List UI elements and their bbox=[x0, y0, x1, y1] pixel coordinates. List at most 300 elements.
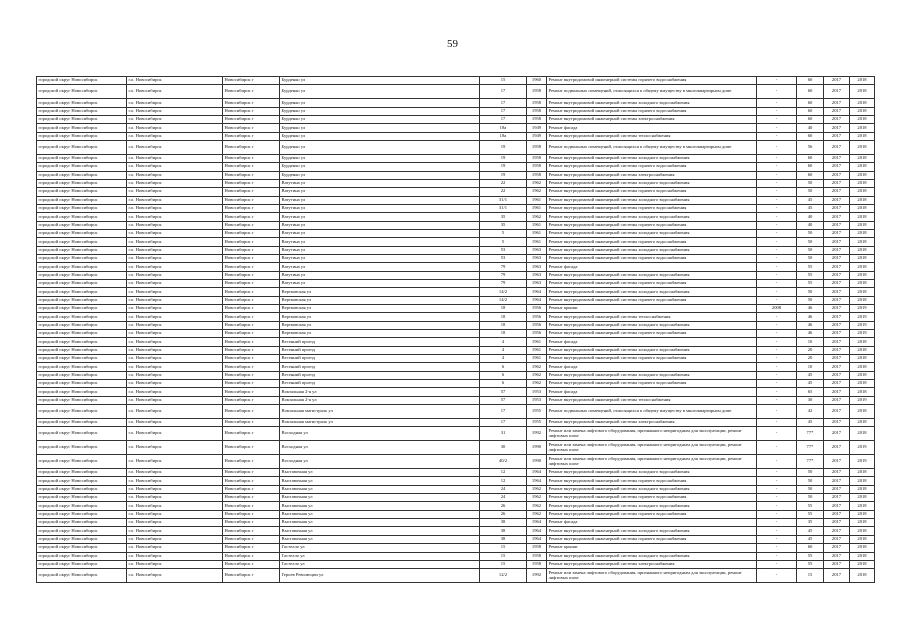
plan-start-year-cell: 2017 bbox=[824, 544, 850, 552]
plan-start-year-cell: 2017 bbox=[824, 371, 850, 379]
last-repair-year-cell: - bbox=[757, 263, 797, 271]
table-row bbox=[37, 363, 875, 371]
plan-start-year-cell: 2017 bbox=[824, 305, 850, 313]
plan-start-year-cell: 2017 bbox=[824, 263, 850, 271]
work-type-cell: Ремонт или замена лифтового оборудования, признанного непригодным для эксплуатации, ремонт лифтовых шахт bbox=[547, 455, 757, 469]
work-type-cell: Ремонт внутридомовой инженерной системы холодного водоснабжения bbox=[547, 246, 757, 254]
table-row bbox=[37, 188, 875, 196]
plan-start-year-cell: 2017 bbox=[824, 132, 850, 140]
work-type-cell: Ремонт внутридомовой инженерной системы горячего водоснабжения bbox=[547, 204, 757, 212]
build-year-cell: 1958 bbox=[527, 544, 547, 552]
work-type-cell: Ремонт внутридомовой инженерной системы горячего водоснабжения bbox=[547, 380, 757, 388]
house-number-cell: 15 bbox=[480, 560, 527, 568]
table-row bbox=[37, 99, 875, 107]
count-cell: 45 bbox=[797, 204, 824, 212]
district-cell: городской округ Новосибирск bbox=[37, 477, 127, 485]
city-cell: Новосибирск г bbox=[223, 469, 280, 477]
city-cell: Новосибирск г bbox=[223, 179, 280, 187]
plan-end-year-cell: 2018 bbox=[850, 188, 875, 196]
street-cell: Бурденко ул bbox=[280, 171, 480, 179]
settlement-cell: г.о. Новосибирск bbox=[127, 254, 223, 262]
work-type-cell: Ремонт внутридомовой инженерной системы горячего водоснабжения bbox=[547, 296, 757, 304]
table-row bbox=[37, 519, 875, 527]
table-row bbox=[37, 477, 875, 485]
settlement-cell: г.о. Новосибирск bbox=[127, 132, 223, 140]
last-repair-year-cell: - bbox=[757, 213, 797, 221]
house-number-cell: 57 bbox=[480, 388, 527, 396]
district-cell: городской округ Новосибирск bbox=[37, 363, 127, 371]
street-cell: Гастелло ул bbox=[280, 552, 480, 560]
plan-end-year-cell: 2018 bbox=[850, 519, 875, 527]
plan-end-year-cell: 2018 bbox=[850, 494, 875, 502]
table-row bbox=[37, 246, 875, 254]
build-year-cell: 1962 bbox=[527, 485, 547, 493]
build-year-cell: 1958 bbox=[527, 171, 547, 179]
table-row bbox=[37, 288, 875, 296]
street-cell: Героев Революции ул bbox=[280, 569, 480, 583]
city-cell: Новосибирск г bbox=[223, 221, 280, 229]
work-type-cell: Ремонт фасада bbox=[547, 338, 757, 346]
plan-start-year-cell: 2017 bbox=[824, 560, 850, 568]
settlement-cell: г.о. Новосибирск bbox=[127, 85, 223, 99]
table-row bbox=[37, 455, 875, 469]
count-cell: 55 bbox=[797, 560, 824, 568]
settlement-cell: г.о. Новосибирск bbox=[127, 560, 223, 568]
plan-end-year-cell: 2018 bbox=[850, 163, 875, 171]
city-cell: Новосибирск г bbox=[223, 204, 280, 212]
work-type-cell: Ремонт внутридомовой инженерной системы холодного водоснабжения bbox=[547, 346, 757, 354]
plan-start-year-cell: 2017 bbox=[824, 441, 850, 455]
plan-start-year-cell: 2017 bbox=[824, 115, 850, 123]
last-repair-year-cell: - bbox=[757, 560, 797, 568]
district-cell: городской округ Новосибирск bbox=[37, 535, 127, 543]
table-row bbox=[37, 469, 875, 477]
house-number-cell: 6 bbox=[480, 371, 527, 379]
last-repair-year-cell: - bbox=[757, 510, 797, 518]
street-cell: Выставочная ул bbox=[280, 485, 480, 493]
plan-start-year-cell: 2017 bbox=[824, 527, 850, 535]
plan-start-year-cell: 2017 bbox=[824, 510, 850, 518]
city-cell: Новосибирск г bbox=[223, 229, 280, 237]
plan-start-year-cell: 2017 bbox=[824, 288, 850, 296]
plan-start-year-cell: 2017 bbox=[824, 196, 850, 204]
plan-end-year-cell: 2018 bbox=[850, 535, 875, 543]
count-cell: 20 bbox=[797, 346, 824, 354]
table-row bbox=[37, 107, 875, 115]
district-cell: городской округ Новосибирск bbox=[37, 296, 127, 304]
plan-start-year-cell: 2017 bbox=[824, 455, 850, 469]
plan-start-year-cell: 2017 bbox=[824, 502, 850, 510]
table-row bbox=[37, 427, 875, 441]
build-year-cell: 1963 bbox=[527, 271, 547, 279]
build-year-cell: 1956 bbox=[527, 305, 547, 313]
district-cell: городской округ Новосибирск bbox=[37, 271, 127, 279]
house-number-cell: 17 bbox=[480, 99, 527, 107]
build-year-cell: 1962 bbox=[527, 371, 547, 379]
house-number-cell: 53 bbox=[480, 254, 527, 262]
count-cell: 50 bbox=[797, 179, 824, 187]
count-cell: 60 bbox=[797, 544, 824, 552]
count-cell: 20 bbox=[797, 355, 824, 363]
plan-start-year-cell: 2017 bbox=[824, 313, 850, 321]
settlement-cell: г.о. Новосибирск bbox=[127, 477, 223, 485]
settlement-cell: г.о. Новосибирск bbox=[127, 494, 223, 502]
house-number-cell: 18 bbox=[480, 330, 527, 338]
plan-end-year-cell: 2018 bbox=[850, 99, 875, 107]
city-cell: Новосибирск г bbox=[223, 494, 280, 502]
district-cell: городской округ Новосибирск bbox=[37, 569, 127, 583]
district-cell: городской округ Новосибирск bbox=[37, 321, 127, 329]
city-cell: Новосибирск г bbox=[223, 363, 280, 371]
plan-end-year-cell: 2018 bbox=[850, 107, 875, 115]
plan-end-year-cell: 2018 bbox=[850, 477, 875, 485]
district-cell: городской округ Новосибирск bbox=[37, 330, 127, 338]
house-number-cell: 15 bbox=[480, 544, 527, 552]
house-number-cell: 19 bbox=[480, 140, 527, 154]
street-cell: Весенний проезд bbox=[280, 355, 480, 363]
settlement-cell: г.о. Новосибирск bbox=[127, 271, 223, 279]
district-cell: городской округ Новосибирск bbox=[37, 196, 127, 204]
street-cell: Ватутина ул bbox=[280, 246, 480, 254]
last-repair-year-cell: - bbox=[757, 441, 797, 455]
count-cell: 55 bbox=[797, 502, 824, 510]
plan-start-year-cell: 2017 bbox=[824, 535, 850, 543]
work-type-cell: Ремонт фасада bbox=[547, 263, 757, 271]
plan-end-year-cell: 2018 bbox=[850, 363, 875, 371]
work-type-cell: Ремонт внутридомовой инженерной системы горячего водоснабжения bbox=[547, 188, 757, 196]
house-number-cell: 38 bbox=[480, 535, 527, 543]
table-row bbox=[37, 229, 875, 237]
work-type-cell: Ремонт внутридомовой инженерной системы холодного водоснабжения bbox=[547, 154, 757, 162]
city-cell: Новосибирск г bbox=[223, 85, 280, 99]
last-repair-year-cell: - bbox=[757, 527, 797, 535]
street-cell: Выставочная ул bbox=[280, 519, 480, 527]
house-number-cell: 18 bbox=[480, 321, 527, 329]
last-repair-year-cell: - bbox=[757, 363, 797, 371]
house-number-cell: 26 bbox=[480, 510, 527, 518]
plan-end-year-cell: 2018 bbox=[850, 246, 875, 254]
last-repair-year-cell: - bbox=[757, 271, 797, 279]
settlement-cell: г.о. Новосибирск bbox=[127, 263, 223, 271]
plan-start-year-cell: 2017 bbox=[824, 388, 850, 396]
plan-start-year-cell: 2017 bbox=[824, 280, 850, 288]
build-year-cell: 1961 bbox=[527, 355, 547, 363]
count-cell: 45 bbox=[797, 419, 824, 427]
street-cell: Восходная ул bbox=[280, 455, 480, 469]
last-repair-year-cell: - bbox=[757, 519, 797, 527]
build-year-cell: 1964 bbox=[527, 477, 547, 485]
settlement-cell: г.о. Новосибирск bbox=[127, 388, 223, 396]
build-year-cell: 1962 bbox=[527, 188, 547, 196]
last-repair-year-cell: - bbox=[757, 204, 797, 212]
street-cell: Весенний проезд bbox=[280, 380, 480, 388]
house-number-cell: 31/1 bbox=[480, 204, 527, 212]
work-type-cell: Ремонт внутридомовой инженерной системы теплоснабжения bbox=[547, 313, 757, 321]
plan-start-year-cell: 2017 bbox=[824, 330, 850, 338]
district-cell: городской округ Новосибирск bbox=[37, 305, 127, 313]
plan-end-year-cell: 2019 bbox=[850, 441, 875, 455]
plan-start-year-cell: 2017 bbox=[824, 238, 850, 246]
house-number-cell: 17 bbox=[480, 419, 527, 427]
district-cell: городской округ Новосибирск bbox=[37, 560, 127, 568]
settlement-cell: г.о. Новосибирск bbox=[127, 552, 223, 560]
plan-start-year-cell: 2017 bbox=[824, 552, 850, 560]
plan-end-year-cell: 2018 bbox=[850, 502, 875, 510]
count-cell: 45 bbox=[797, 371, 824, 379]
build-year-cell: 1961 bbox=[527, 204, 547, 212]
plan-start-year-cell: 2017 bbox=[824, 154, 850, 162]
plan-start-year-cell: 2017 bbox=[824, 519, 850, 527]
build-year-cell: 1955 bbox=[527, 405, 547, 419]
plan-end-year-cell: 2018 bbox=[850, 338, 875, 346]
settlement-cell: г.о. Новосибирск bbox=[127, 188, 223, 196]
last-repair-year-cell: - bbox=[757, 196, 797, 204]
count-cell: 60 bbox=[797, 115, 824, 123]
table-row bbox=[37, 280, 875, 288]
last-repair-year-cell: - bbox=[757, 469, 797, 477]
build-year-cell: 1962 bbox=[527, 502, 547, 510]
street-cell: Ватутина ул bbox=[280, 196, 480, 204]
district-cell: городской округ Новосибирск bbox=[37, 163, 127, 171]
plan-start-year-cell: 2017 bbox=[824, 204, 850, 212]
plan-end-year-cell: 2018 bbox=[850, 140, 875, 154]
district-cell: городской округ Новосибирск bbox=[37, 124, 127, 132]
table-row bbox=[37, 388, 875, 396]
plan-end-year-cell: 2018 bbox=[850, 115, 875, 123]
last-repair-year-cell: - bbox=[757, 288, 797, 296]
work-type-cell: Ремонт внутридомовой инженерной системы электроснабжения bbox=[547, 115, 757, 123]
count-cell: 45 bbox=[797, 380, 824, 388]
work-type-cell: Ремонт внутридомовой инженерной системы холодного водоснабжения bbox=[547, 99, 757, 107]
district-cell: городской округ Новосибирск bbox=[37, 494, 127, 502]
settlement-cell: г.о. Новосибирск bbox=[127, 419, 223, 427]
house-number-cell: 18а bbox=[480, 124, 527, 132]
count-cell: 77* bbox=[797, 455, 824, 469]
last-repair-year-cell: - bbox=[757, 171, 797, 179]
district-cell: городской округ Новосибирск bbox=[37, 132, 127, 140]
house-number-cell: 14/2 bbox=[480, 296, 527, 304]
settlement-cell: г.о. Новосибирск bbox=[127, 305, 223, 313]
count-cell: 55 bbox=[797, 510, 824, 518]
build-year-cell: 1958 bbox=[527, 85, 547, 99]
table-row bbox=[37, 355, 875, 363]
count-cell: 45 bbox=[797, 535, 824, 543]
house-number-cell: 15 bbox=[480, 552, 527, 560]
house-number-cell: 17 bbox=[480, 115, 527, 123]
plan-end-year-cell: 2018 bbox=[850, 469, 875, 477]
plan-end-year-cell: 2018 bbox=[850, 405, 875, 419]
plan-start-year-cell: 2017 bbox=[824, 396, 850, 404]
table-row bbox=[37, 485, 875, 493]
table-row bbox=[37, 371, 875, 379]
last-repair-year-cell: - bbox=[757, 485, 797, 493]
build-year-cell: 1953 bbox=[527, 396, 547, 404]
work-type-cell: Ремонт внутридомовой инженерной системы холодного водоснабжения bbox=[547, 469, 757, 477]
build-year-cell: 1962 bbox=[527, 510, 547, 518]
settlement-cell: г.о. Новосибирск bbox=[127, 469, 223, 477]
table-row bbox=[37, 338, 875, 346]
build-year-cell: 1953 bbox=[527, 388, 547, 396]
count-cell: 60 bbox=[797, 163, 824, 171]
plan-end-year-cell: 2018 bbox=[850, 544, 875, 552]
district-cell: городской округ Новосибирск bbox=[37, 179, 127, 187]
build-year-cell: 1955 bbox=[527, 419, 547, 427]
street-cell: Вокзальная магистраль ул bbox=[280, 419, 480, 427]
table-row bbox=[37, 346, 875, 354]
table-row bbox=[37, 77, 875, 85]
district-cell: городской округ Новосибирск bbox=[37, 380, 127, 388]
house-number-cell: 79 bbox=[480, 263, 527, 271]
district-cell: городской округ Новосибирск bbox=[37, 427, 127, 441]
build-year-cell: 1956 bbox=[527, 313, 547, 321]
build-year-cell: 1963 bbox=[527, 246, 547, 254]
work-type-cell: Ремонт внутридомовой инженерной системы горячего водоснабжения bbox=[547, 221, 757, 229]
count-cell: 50 bbox=[797, 494, 824, 502]
settlement-cell: г.о. Новосибирск bbox=[127, 296, 223, 304]
district-cell: городской округ Новосибирск bbox=[37, 229, 127, 237]
last-repair-year-cell: - bbox=[757, 85, 797, 99]
district-cell: городской округ Новосибирск bbox=[37, 552, 127, 560]
capital-repair-table bbox=[36, 76, 875, 583]
district-cell: городской округ Новосибирск bbox=[37, 455, 127, 469]
house-number-cell: 12/2 bbox=[480, 569, 527, 583]
work-type-cell: Ремонт фасада bbox=[547, 124, 757, 132]
settlement-cell: г.о. Новосибирск bbox=[127, 229, 223, 237]
plan-start-year-cell: 2017 bbox=[824, 124, 850, 132]
build-year-cell: 1958 bbox=[527, 163, 547, 171]
plan-end-year-cell: 2018 bbox=[850, 296, 875, 304]
last-repair-year-cell: - bbox=[757, 246, 797, 254]
count-cell: 40 bbox=[797, 124, 824, 132]
city-cell: Новосибирск г bbox=[223, 569, 280, 583]
count-cell: 42 bbox=[797, 405, 824, 419]
table-row bbox=[37, 296, 875, 304]
street-cell: Бурденко ул bbox=[280, 124, 480, 132]
settlement-cell: г.о. Новосибирск bbox=[127, 396, 223, 404]
street-cell: Весенний проезд bbox=[280, 346, 480, 354]
house-number-cell: 24 bbox=[480, 494, 527, 502]
house-number-cell: 18 bbox=[480, 313, 527, 321]
table-row bbox=[37, 544, 875, 552]
last-repair-year-cell: - bbox=[757, 124, 797, 132]
count-cell: 46 bbox=[797, 330, 824, 338]
city-cell: Новосибирск г bbox=[223, 535, 280, 543]
street-cell: Гастелло ул bbox=[280, 544, 480, 552]
house-number-cell: 17 bbox=[480, 405, 527, 419]
build-year-cell: 1962 bbox=[527, 380, 547, 388]
table-row bbox=[37, 419, 875, 427]
house-number-cell: 53 bbox=[480, 246, 527, 254]
plan-end-year-cell: 2018 bbox=[850, 346, 875, 354]
work-type-cell: Ремонт внутридомовой инженерной системы электроснабжения bbox=[547, 560, 757, 568]
count-cell: 15 bbox=[797, 569, 824, 583]
table-row bbox=[37, 132, 875, 140]
street-cell: Бурденко ул bbox=[280, 77, 480, 85]
house-number-cell: 79 bbox=[480, 271, 527, 279]
last-repair-year-cell: - bbox=[757, 77, 797, 85]
plan-start-year-cell: 2017 bbox=[824, 254, 850, 262]
plan-end-year-cell: 2019 bbox=[850, 321, 875, 329]
plan-end-year-cell: 2018 bbox=[850, 229, 875, 237]
city-cell: Новосибирск г bbox=[223, 124, 280, 132]
plan-end-year-cell: 2018 bbox=[850, 355, 875, 363]
plan-end-year-cell: 2018 bbox=[850, 204, 875, 212]
city-cell: Новосибирск г bbox=[223, 405, 280, 419]
street-cell: Вокзальная 2-я ул bbox=[280, 396, 480, 404]
build-year-cell: 1961 bbox=[527, 338, 547, 346]
district-cell: городской округ Новосибирск bbox=[37, 263, 127, 271]
settlement-cell: г.о. Новосибирск bbox=[127, 363, 223, 371]
settlement-cell: г.о. Новосибирск bbox=[127, 338, 223, 346]
work-type-cell: Ремонт подвальных помещений, относящихся к общему имуществу в многоквартирном доме bbox=[547, 140, 757, 154]
build-year-cell: 1958 bbox=[527, 552, 547, 560]
street-cell: Весенний проезд bbox=[280, 363, 480, 371]
count-cell: 55 bbox=[797, 552, 824, 560]
work-type-cell: Ремонт внутридомовой инженерной системы холодного водоснабжения bbox=[547, 196, 757, 204]
count-cell: 55 bbox=[797, 271, 824, 279]
table-row bbox=[37, 221, 875, 229]
last-repair-year-cell: - bbox=[757, 455, 797, 469]
city-cell: Новосибирск г bbox=[223, 519, 280, 527]
last-repair-year-cell: - bbox=[757, 188, 797, 196]
work-type-cell: Ремонт внутридомовой инженерной системы холодного водоснабжения bbox=[547, 371, 757, 379]
house-number-cell: 38 bbox=[480, 519, 527, 527]
plan-start-year-cell: 2017 bbox=[824, 99, 850, 107]
street-cell: Ватутина ул bbox=[280, 179, 480, 187]
street-cell: Вертковская ул bbox=[280, 321, 480, 329]
build-year-cell: 1963 bbox=[527, 280, 547, 288]
settlement-cell: г.о. Новосибирск bbox=[127, 427, 223, 441]
street-cell: Вертковская ул bbox=[280, 288, 480, 296]
last-repair-year-cell: - bbox=[757, 569, 797, 583]
settlement-cell: г.о. Новосибирск bbox=[127, 288, 223, 296]
settlement-cell: г.о. Новосибирск bbox=[127, 485, 223, 493]
table-row bbox=[37, 321, 875, 329]
last-repair-year-cell: - bbox=[757, 338, 797, 346]
district-cell: городской округ Новосибирск bbox=[37, 154, 127, 162]
count-cell: 50 bbox=[797, 469, 824, 477]
work-type-cell: Ремонт или замена лифтового оборудования, признанного непригодным для эксплуатации, ремонт лифтовых шахт bbox=[547, 569, 757, 583]
table-row bbox=[37, 263, 875, 271]
city-cell: Новосибирск г bbox=[223, 321, 280, 329]
street-cell: Ватутина ул bbox=[280, 229, 480, 237]
count-cell: 55 bbox=[797, 280, 824, 288]
last-repair-year-cell: - bbox=[757, 163, 797, 171]
count-cell: 10 bbox=[797, 338, 824, 346]
settlement-cell: г.о. Новосибирск bbox=[127, 441, 223, 455]
last-repair-year-cell: - bbox=[757, 280, 797, 288]
plan-start-year-cell: 2017 bbox=[824, 485, 850, 493]
last-repair-year-cell: - bbox=[757, 99, 797, 107]
build-year-cell: 1949 bbox=[527, 124, 547, 132]
work-type-cell: Ремонт внутридомовой инженерной системы электроснабжения bbox=[547, 419, 757, 427]
count-cell: 46 bbox=[797, 305, 824, 313]
table-row bbox=[37, 313, 875, 321]
plan-start-year-cell: 2017 bbox=[824, 355, 850, 363]
street-cell: Выставочная ул bbox=[280, 535, 480, 543]
last-repair-year-cell: - bbox=[757, 313, 797, 321]
house-number-cell: 12 bbox=[480, 477, 527, 485]
table-row bbox=[37, 238, 875, 246]
plan-end-year-cell: 2018 bbox=[850, 77, 875, 85]
build-year-cell: 1963 bbox=[527, 263, 547, 271]
settlement-cell: г.о. Новосибирск bbox=[127, 115, 223, 123]
count-cell: 50 bbox=[797, 254, 824, 262]
last-repair-year-cell: - bbox=[757, 427, 797, 441]
city-cell: Новосибирск г bbox=[223, 371, 280, 379]
work-type-cell: Ремонт внутридомовой инженерной системы горячего водоснабжения bbox=[547, 355, 757, 363]
last-repair-year-cell: - bbox=[757, 502, 797, 510]
